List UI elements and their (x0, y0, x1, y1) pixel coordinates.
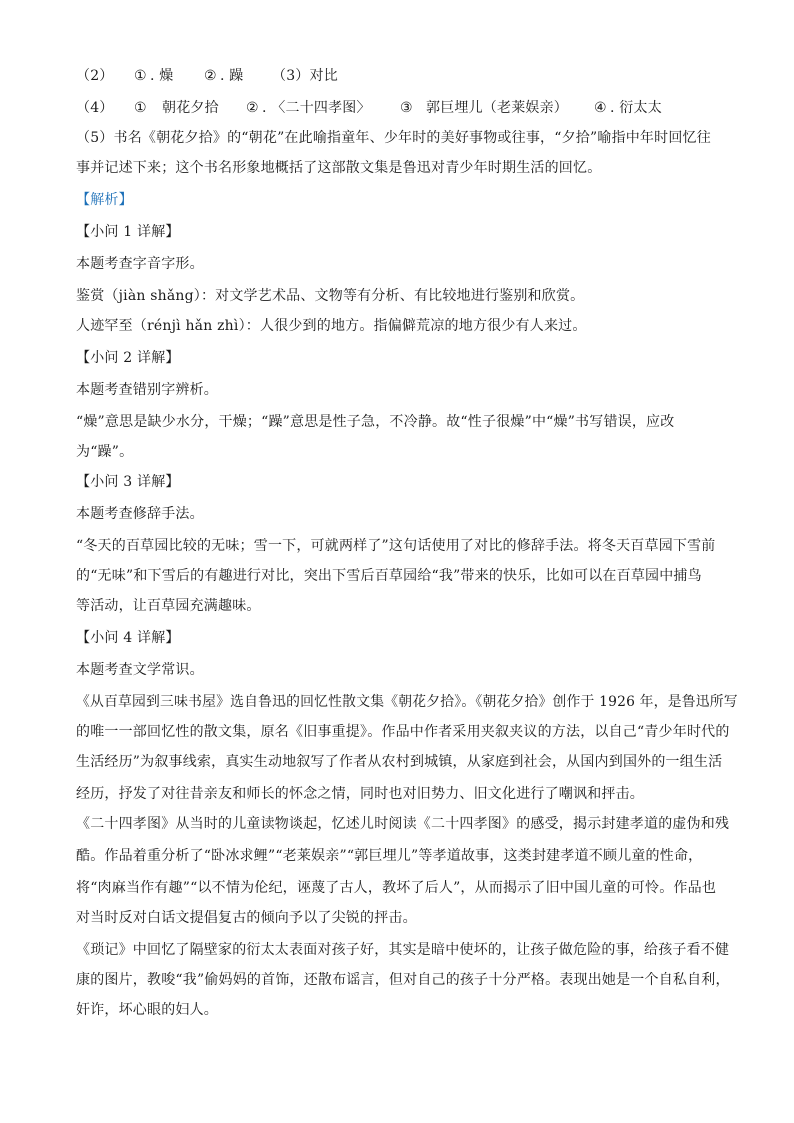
option-mark: ① (134, 68, 147, 84)
answer-row-2 (76, 66, 716, 86)
paragraph-line: 的“无味”和下雪后的有趣进行对比，突出下雪后百草园给“我”带来的快乐，比如可以在百草园中捕鸟 (76, 568, 702, 584)
paragraph-line: 鉴赏（jiàn shǎng）：对文学艺术品、文物等有分析、有比较地进行鉴别和欣赏。 (76, 288, 585, 304)
section-intro: 本题考查错别字辨析。 (76, 382, 218, 398)
paragraph-line: 康的图片，教唆“我”偷妈妈的首饰，还散布谣言，但对自己的孩子十分严格。表现出她是一个自私自利， (76, 972, 730, 988)
paragraph-line: 《从百草园到三味书屋》选自鲁迅的回忆性散文集《朝花夕拾》。《朝花夕拾》创作于 1926 年，是鲁迅所写 (76, 694, 738, 710)
paragraph-line: 生活经历”为叙事线索，真实生动地叙写了作者从农村到城镇，从家庭到社会，从国内到国外的一组生活 (76, 754, 723, 770)
paragraph-line: “燥”意思是缺少水分，干燥；“躁”意思是性子急，不冷静。故“性子很燥”中“燥”书写错误，应改 (76, 414, 675, 430)
paragraph-line: 等活动，让百草园充满趣味。 (76, 598, 261, 614)
section-intro: 本题考查文学常识。 (76, 662, 204, 678)
answer-5-line: （5）书名《朝花夕拾》的“朝花”在此喻指童年、少年时的美好事物或往事，“夕拾”喻指中年时回忆往 (76, 130, 711, 146)
paragraph-line: 奸诈，坏心眼的妇人。 (76, 1002, 218, 1018)
option-mark: ② (246, 100, 259, 116)
answer-5-line: 事并记述下来；这个书名形象地概括了这部散文集是鲁迅对青少年时期生活的回忆。 (76, 160, 602, 176)
section-heading: 【小问 2 详解】 (76, 350, 180, 366)
section-heading: 【小问 3 详解】 (76, 474, 180, 490)
question-number: （2） (76, 68, 114, 84)
answer-text: . 燥 (150, 68, 174, 84)
paragraph-line: “冬天的百草园比较的无味；雪一下，可就两样了”这句话使用了对比的修辞手法。将冬天百草园下雪前 (76, 538, 716, 554)
paragraph-line: 将“肉麻当作有趣”“以不情为伦纪，诬蔑了古人，教坏了后人”，从而揭示了旧中国儿童的可怜。作品也 (76, 880, 717, 896)
section-intro: 本题考查修辞手法。 (76, 506, 204, 522)
answer-text: 朝花夕拾 (162, 100, 219, 116)
option-mark: ② (204, 68, 217, 84)
answer-text: . 衍太太 (610, 100, 662, 116)
paragraph-line: 为“躁”。 (76, 444, 134, 460)
section-intro: 本题考查字音字形。 (76, 256, 204, 272)
answer-text: . 躁 (220, 68, 244, 84)
paragraph-line: 的唯一一部回忆性的散文集，原名《旧事重提》。作品中作者采用夹叙夹议的方法，以自己“青少年时代的 (76, 724, 730, 740)
analysis-label: 【解析】 (76, 192, 133, 208)
section-heading: 【小问 1 详解】 (76, 224, 180, 240)
paragraph-line: 酷。作品着重分析了“卧冰求鲤”“老莱娱亲”“郭巨埋儿”等孝道故事，这类封建孝道不顾儿童的性命， (76, 848, 703, 864)
answer-row-4 (76, 98, 716, 118)
question-number: （4） (76, 100, 114, 116)
option-mark: ③ (400, 100, 413, 116)
paragraph-line: 对当时反对白话文提倡复古的倾向予以了尖锐的抨击。 (76, 910, 417, 926)
answer-text: . 〈二十四孝图〉 (262, 100, 371, 116)
section-heading: 【小问 4 详解】 (76, 630, 180, 646)
option-mark: ① (134, 100, 147, 116)
paragraph-line: 《二十四孝图》从当时的儿童读物谈起，忆述儿时阅读《二十四孝图》的感受，揭示封建孝道的虚伪和残 (76, 816, 730, 832)
paragraph-line: 《琐记》中回忆了隔壁家的衍太太表面对孩子好，其实是暗中使坏的，让孩子做危险的事，给孩子看不健 (76, 942, 730, 958)
paragraph-line: 经历，抒发了对往昔亲友和师长的怀念之情，同时也对旧势力、旧文化进行了嘲讽和抨击。 (76, 786, 644, 802)
paragraph-line: 人迹罕至（rénjì hǎn zhì）：人很少到的地方。指偏僻荒凉的地方很少有人来过。 (76, 318, 587, 334)
option-mark: ④ (594, 100, 607, 116)
answer-text: 郭巨埋儿（老莱娱亲） (426, 100, 568, 116)
answer-text: （3）对比 (272, 68, 338, 84)
